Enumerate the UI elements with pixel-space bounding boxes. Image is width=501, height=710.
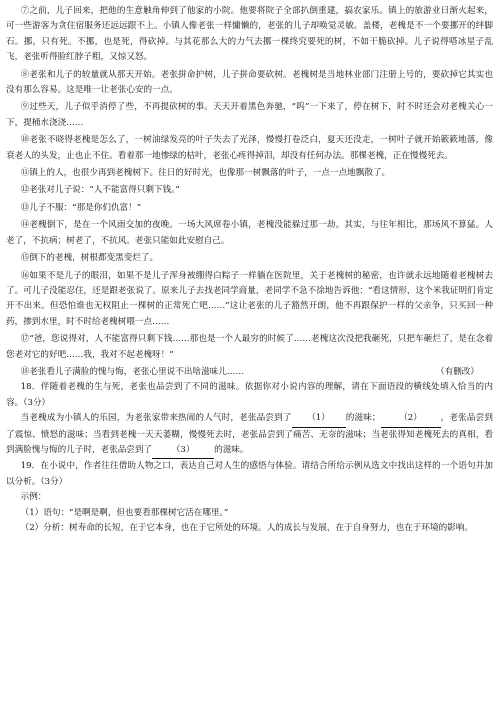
paragraph-11: ⑪镇上的人，也很少再到老槐树下。往日的好时光，也像那一树飘落的叶子，一点一点地飘散了。 [20,168,391,179]
paragraph-9: ⑨过些天，儿子似乎消停了些，不再提砍树的事。天天开着黑色奔驰，“呜”一下来了，停在树下，时不时还会对老槐关心一下，提桶水浇浇…… [6,102,493,128]
paragraph-18-text: ⑱老张看儿子满脸的愧与悔，老张心里说不出啥滋味儿…… [20,366,245,377]
answer-blank-3[interactable]: （3） [152,443,214,459]
paragraph-17: ⑰“爸，您说得对，人不能富得只剩下钱……那也是一个人最穷的时候了……老槐这次没把我砸死，只把车砸烂了，是在念着您老对它的好吧……我，我对不起老槐呀！” [6,334,493,360]
q18-text-d: 的滋味。 [214,444,249,455]
paragraph-15: ⑮倒下的老槐，树根都变黑变烂了。 [20,253,159,264]
question-18-passage [6,411,493,459]
source-note: （有删改） [436,366,479,377]
paragraph-7: ⑦之前，儿子回来，把他的生意触角伸到了他家的小院。他要将院子全部扒倒重建，搞农家乐。镇上的旅游业日渐火起来，可一些游客为贪住宿服务还远远跟不上。小镇人像老张一样慵懒的，老张的儿子却唤觉灵敏。盖楼，老槐是不一个要挪开的绊脚石。挪，只有死。不挪，也是死，得砍掉。与其花那么大的力气去挪一棵终究要死的树，不如干脆砍掉。儿子说得嗒冰星子乱飞，老张听得脸红脖子粗，又惊又怒。 [6,6,493,63]
q18-text-c: ，老张品尝到了震惊、愤怒的滋味；当看到老槐一天天萎糊，慢慢死去时，老张品尝到了痛苦、无奈的滋味；当老张得知老槐死去的真相，看到满脸愧与悔的儿子时，老张品尝到了 [6,413,493,455]
example-sentence: （1）语句：“是啊是啊，但也要看那棵树它活在哪里。” [20,507,229,518]
paragraph-16: ⑯如果不是儿子的眼泪，如果不是儿子浑身被绷得白粽子一样躺在医院里，关于老槐树的秘密，也许就永远地随着老槐树去了。可儿子没能忍住，还是跟老张说了。原来儿子去找老同学商量，老同学不急不徐地告诉他：“看这情形，这个米我证明们肯定开不出来。但恐怕谁也无权阻止一棵树的正常死亡吧……”这让老张的儿子豁然开朗，他不再跟保护一样的父亲争，只买回一种药，掺到水里，时不时给老槐树喂一点…… [6,270,493,327]
answer-blank-2[interactable]: （2） [381,411,441,427]
q18-text-b: 的滋味； [345,413,381,424]
paragraph-18 [6,365,493,380]
paragraph-8: ⑧老张和儿子的较量就从那天开始。老张拼命护树，儿子拼命要砍树。老槐树是当地林业部门注册上号的，要砍掉它其实也没有那么容易。这是唯一让老张心安的一点。 [6,69,493,96]
paragraph-10: ⑩老张不晓得老槐是怎么了，一树油绿发亮的叶子失去了光泽，慢慢打卷泛白，夏天还没走，一树叶子就开始簌簌地落，像衰老人的头发，止也止不住。看着那一地惨绿的枯叶，老张心疼得掉泪，却没有任何办法。那棵老槐，正在慢慢死去。 [6,135,493,161]
question-18-stem: 18．伴随着老槐的生与死，老张也品尝到了不同的滋味。依据你对小说内容的理解，请在下面语段的横线处填入恰当的内容。（3分） [6,382,493,408]
paragraph-13: ⑬儿子不服：“那是你们仇富！” [20,202,142,213]
example-analysis: （2）分析：树寿命的长短，在于它本身，也在于它所处的环境。人的成长与发展，在于自身努力，也在于环境的影响。 [20,523,473,533]
q18-text-a: 当老槐成为小镇人的乐园，为老张家带来热闹的人气时，老张品尝到了 [20,413,292,424]
paragraph-14: ⑭老槐倒下，是在一个风雨交加的夜晚。一场大风席卷小镇，老槐没能躲过那一劫。其实，与往年相比，那场风不算猛。人老了，不抗病；树老了，不抗风。老张只能如此安慰自己。 [6,220,493,246]
example-label: 示例： [20,492,47,503]
paragraph-12: ⑫老张对儿子说：“人不能富得只剩下钱。” [20,185,180,196]
question-19-stem: 19．在小说中，作者往往借助人物之口，表达自己对人生的感悟与体验。请结合所给示例从选文中找出这样的一个语句并加以分析。（3分） [6,461,493,487]
answer-blank-1[interactable]: （1） [292,411,346,427]
